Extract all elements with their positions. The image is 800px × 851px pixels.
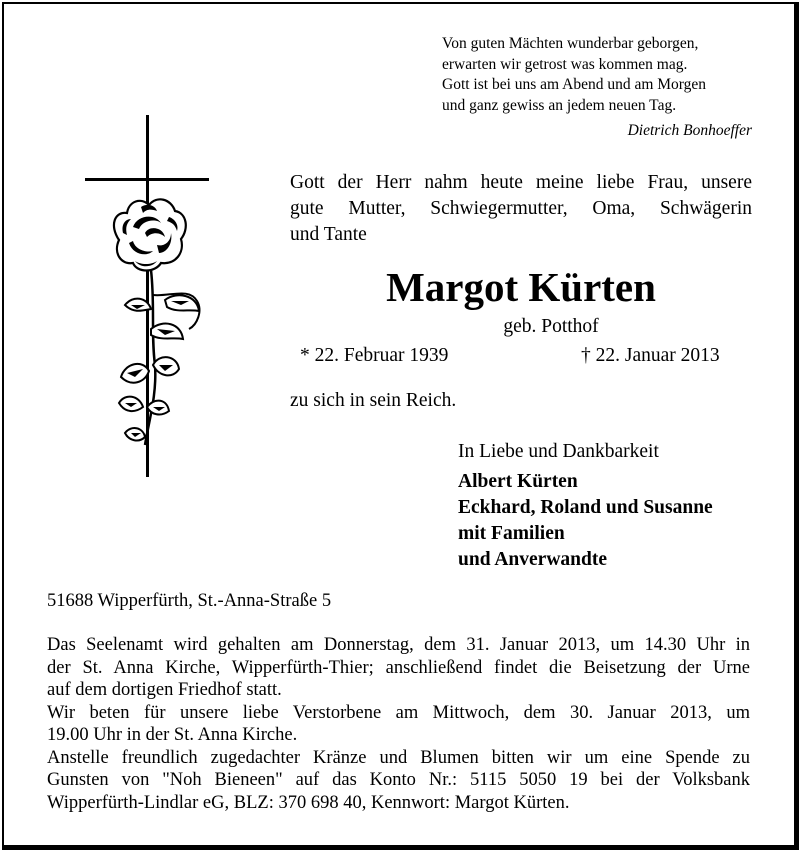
intro-line: und Tante (290, 224, 367, 245)
maiden-name: geb. Potthof (503, 316, 599, 337)
deceased-name: Margot Kürten (386, 264, 656, 310)
details-line: Gunsten von "Noh Bieneen" auf das Konto Nr.: 5115 5050 19 bei der Volksbank (47, 770, 750, 790)
service-details (47, 634, 750, 814)
details-line: Wipperfürth-Lindlar eG, BLZ: 370 698 40, Kennwort: Margot Kürten. (47, 792, 570, 813)
signature-intro: In Liebe und Dankbarkeit (458, 441, 659, 462)
details-line: auf dem dortigen Friedhof statt. (47, 680, 282, 700)
intro-line: gute Mutter, Schwiegermutter, Oma, Schwägerin (290, 198, 752, 219)
mourners-list (458, 469, 713, 573)
intro-line: Gott der Herr nahm heute meine liebe Frau, unsere (290, 172, 752, 193)
mourner-name: Eckhard, Roland und Susanne (458, 497, 713, 518)
mourner-name: Albert Kürten (458, 471, 578, 492)
mourner-name: und Anverwandte (458, 549, 607, 570)
cross-with-rose-icon (85, 115, 215, 480)
bible-quote (442, 34, 762, 116)
quote-author: Dietrich Bonhoeffer (627, 122, 752, 139)
mourner-name: mit Familien (458, 523, 565, 544)
closing-text: zu sich in sein Reich. (290, 390, 457, 411)
intro-text (290, 170, 752, 248)
details-line: Wir beten für unsere liebe Verstorbene am Mittwoch, dem 30. Januar 2013, um (47, 702, 750, 723)
quote-line: Gott ist bei uns am Abend und am Morgen (442, 76, 707, 93)
birth-date: * 22. Februar 1939 (300, 345, 449, 366)
address: 51688 Wipperfürth, St.-Anna-Straße 5 (47, 591, 332, 611)
quote-line: erwarten wir getrost was kommen mag. (442, 55, 688, 73)
quote-line: Von guten Mächten wunderbar geborgen, (442, 35, 699, 52)
death-date: † 22. Januar 2013 (581, 345, 720, 366)
details-line: der St. Anna Kirche, Wipperfürth-Thier; anschließend findet die Beisetzung der Urne (47, 657, 750, 678)
details-line: 19.00 Uhr in der St. Anna Kirche. (47, 725, 298, 745)
details-line: Das Seelenamt wird gehalten am Donnerstag, dem 31. Januar 2013, um 14.30 Uhr in (47, 635, 750, 655)
details-line: Anstelle freundlich zugedachter Kränze und Blumen bitten wir um eine Spende zu (47, 747, 750, 768)
quote-line: und ganz gewiss an jedem neuen Tag. (442, 96, 677, 114)
